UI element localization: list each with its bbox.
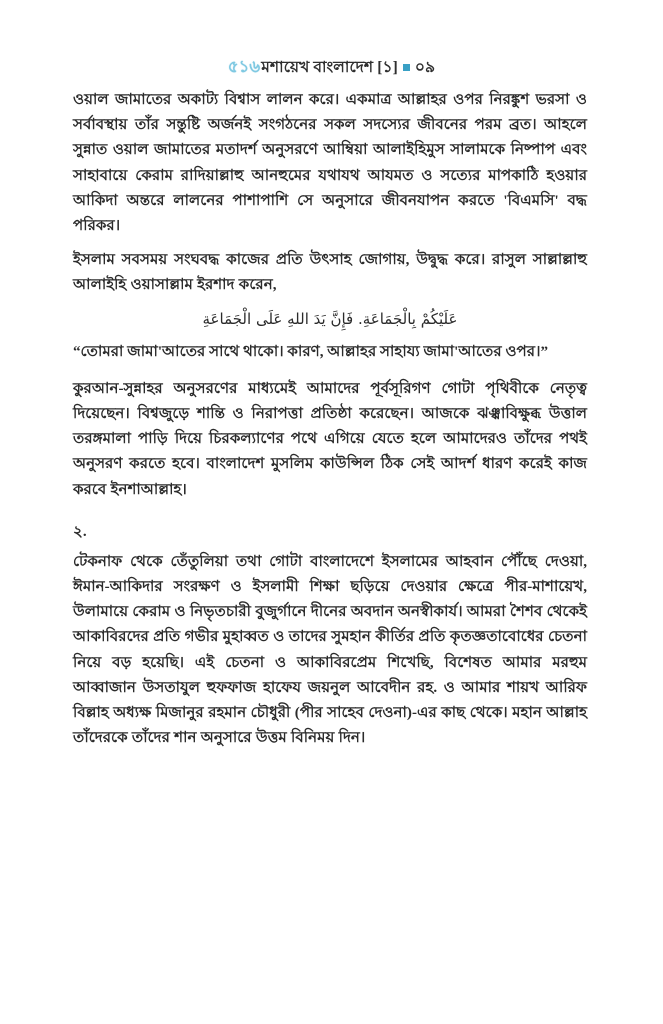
book-title: মশায়েখ বাংলাদেশ	[261, 59, 374, 76]
page-body	[73, 88, 587, 751]
folio-number: ৫১৬	[227, 57, 261, 76]
volume-label: [১]	[377, 59, 398, 76]
paragraph-teknaf-tetulia: টেকনাফ থেকে তেঁতুলিয়া তথা গোটা বাংলাদেশে ইসলামের আহবান পৌঁছে দেওয়া, ঈমান-আকিদার সংরক্ষণ ও ইসলামী শিক্ষা ছড়িয়ে দেওয়ার ক্ষেত্রে পীর-মাশায়েখ, উলামায়ে কেরাম ও নিভৃতচারী বুজুর্গানে দীনের অবদান অনস্বীকার্য। আমরা শৈশব থেকেই আকাবিরদের প্রতি গভীর মুহাব্বত ও তাদের সুমহান কীর্তির প্রতি কৃতজ্ঞতাবোধের চেতনা নিয়ে বড় হয়েছি। এই চেতনা ও আকাবিরপ্রেম শিখেছি, বিশেষত আমার মরহুম আব্বাজান উসতাযুল হুফফাজ হাফেয জয়নুল আবেদীন রহ. ও আমার শায়খ আরিফ বিল্লাহ অধ্যক্ষ মিজানুর রহমান চৌধুরী (পীর সাহেব দেওনা)-এর কাছ থেকে। মহান আল্লাহ তাঁদেরকে তাঁদের শান অনুসারে উত্তম বিনিময় দিন।	[73, 553, 587, 747]
paragraph-islam-collective: ইসলাম সবসময় সংঘবদ্ধ কাজের প্রতি উৎসাহ জোগায়, উদ্বুদ্ধ করে। রাসুল সাল্লাল্লাহু আলাইহি ওয়াসাল্লাম ইরশাদ করেন,	[73, 252, 587, 294]
section-number-marker: ২.	[73, 523, 87, 540]
hadith-translation: “তোমরা জামা'আতের সাথে থাকো। কারণ, আল্লাহর সাহায্য জামা'আতের ওপর।”	[73, 343, 549, 360]
paragraph-continuation: ওয়াল জামাতের অকাট্য বিশ্বাস লালন করে। একমাত্র আল্লাহর ওপর নিরঙ্কুশ ভরসা ও সর্বাবস্থায় তাঁর সন্তুষ্টি অর্জনই সংগঠনের সকল সদস্যের জীবনের পরম ব্রত। আহলে সুন্নাত ওয়াল জামাতের মতাদর্শ অনুসরণে আম্বিয়া আলাইহিমুস সালামকে নিষ্পাপ এবং সাহাবায়ে কেরাম রাদিয়াল্লাহু আনহুমের যথাযথ আযমত ও সত্যের মাপকাঠি হওয়ার আকিদা অন্তরে লালনের পাশাপাশি সে অনুসারে জীবনযাপন করতে 'বিএমসি' বদ্ধ পরিকর।	[73, 92, 587, 235]
paragraph-quran-sunnah: কুরআন-সুন্নাহর অনুসরণের মাধ্যমেই আমাদের পূর্বসূরিগণ গোটা পৃথিবীকে নেতৃত্ব দিয়েছেন। বিশ্বজুড়ে শান্তি ও নিরাপত্তা প্রতিষ্ঠা করেছেন। আজকে ঝঞ্ঝাবিক্ষুব্ধ উত্তাল তরঙ্গমালা পাড়ি দিয়ে চিরকল্যাণের পথে এগিয়ে যেতে হলে আমাদেরও তাঁদের পথই অনুসরণ করতে হবে। বাংলাদেশ মুসলিম কাউন্সিল ঠিক সেই আদর্শ ধারণ করেই কাজ করবে ইনশাআল্লাহ।	[73, 380, 587, 498]
square-bullet-icon	[403, 64, 410, 71]
page-number: ০৯	[414, 59, 436, 76]
arabic-hadith-text: عَلَيْكُمْ بِالْجَمَاعَةِ. فَإِنَّ يَدَ اللهِ عَلَى الْجَمَاعَةِ	[202, 309, 458, 328]
running-header	[0, 54, 663, 81]
running-header-inner	[228, 54, 435, 81]
